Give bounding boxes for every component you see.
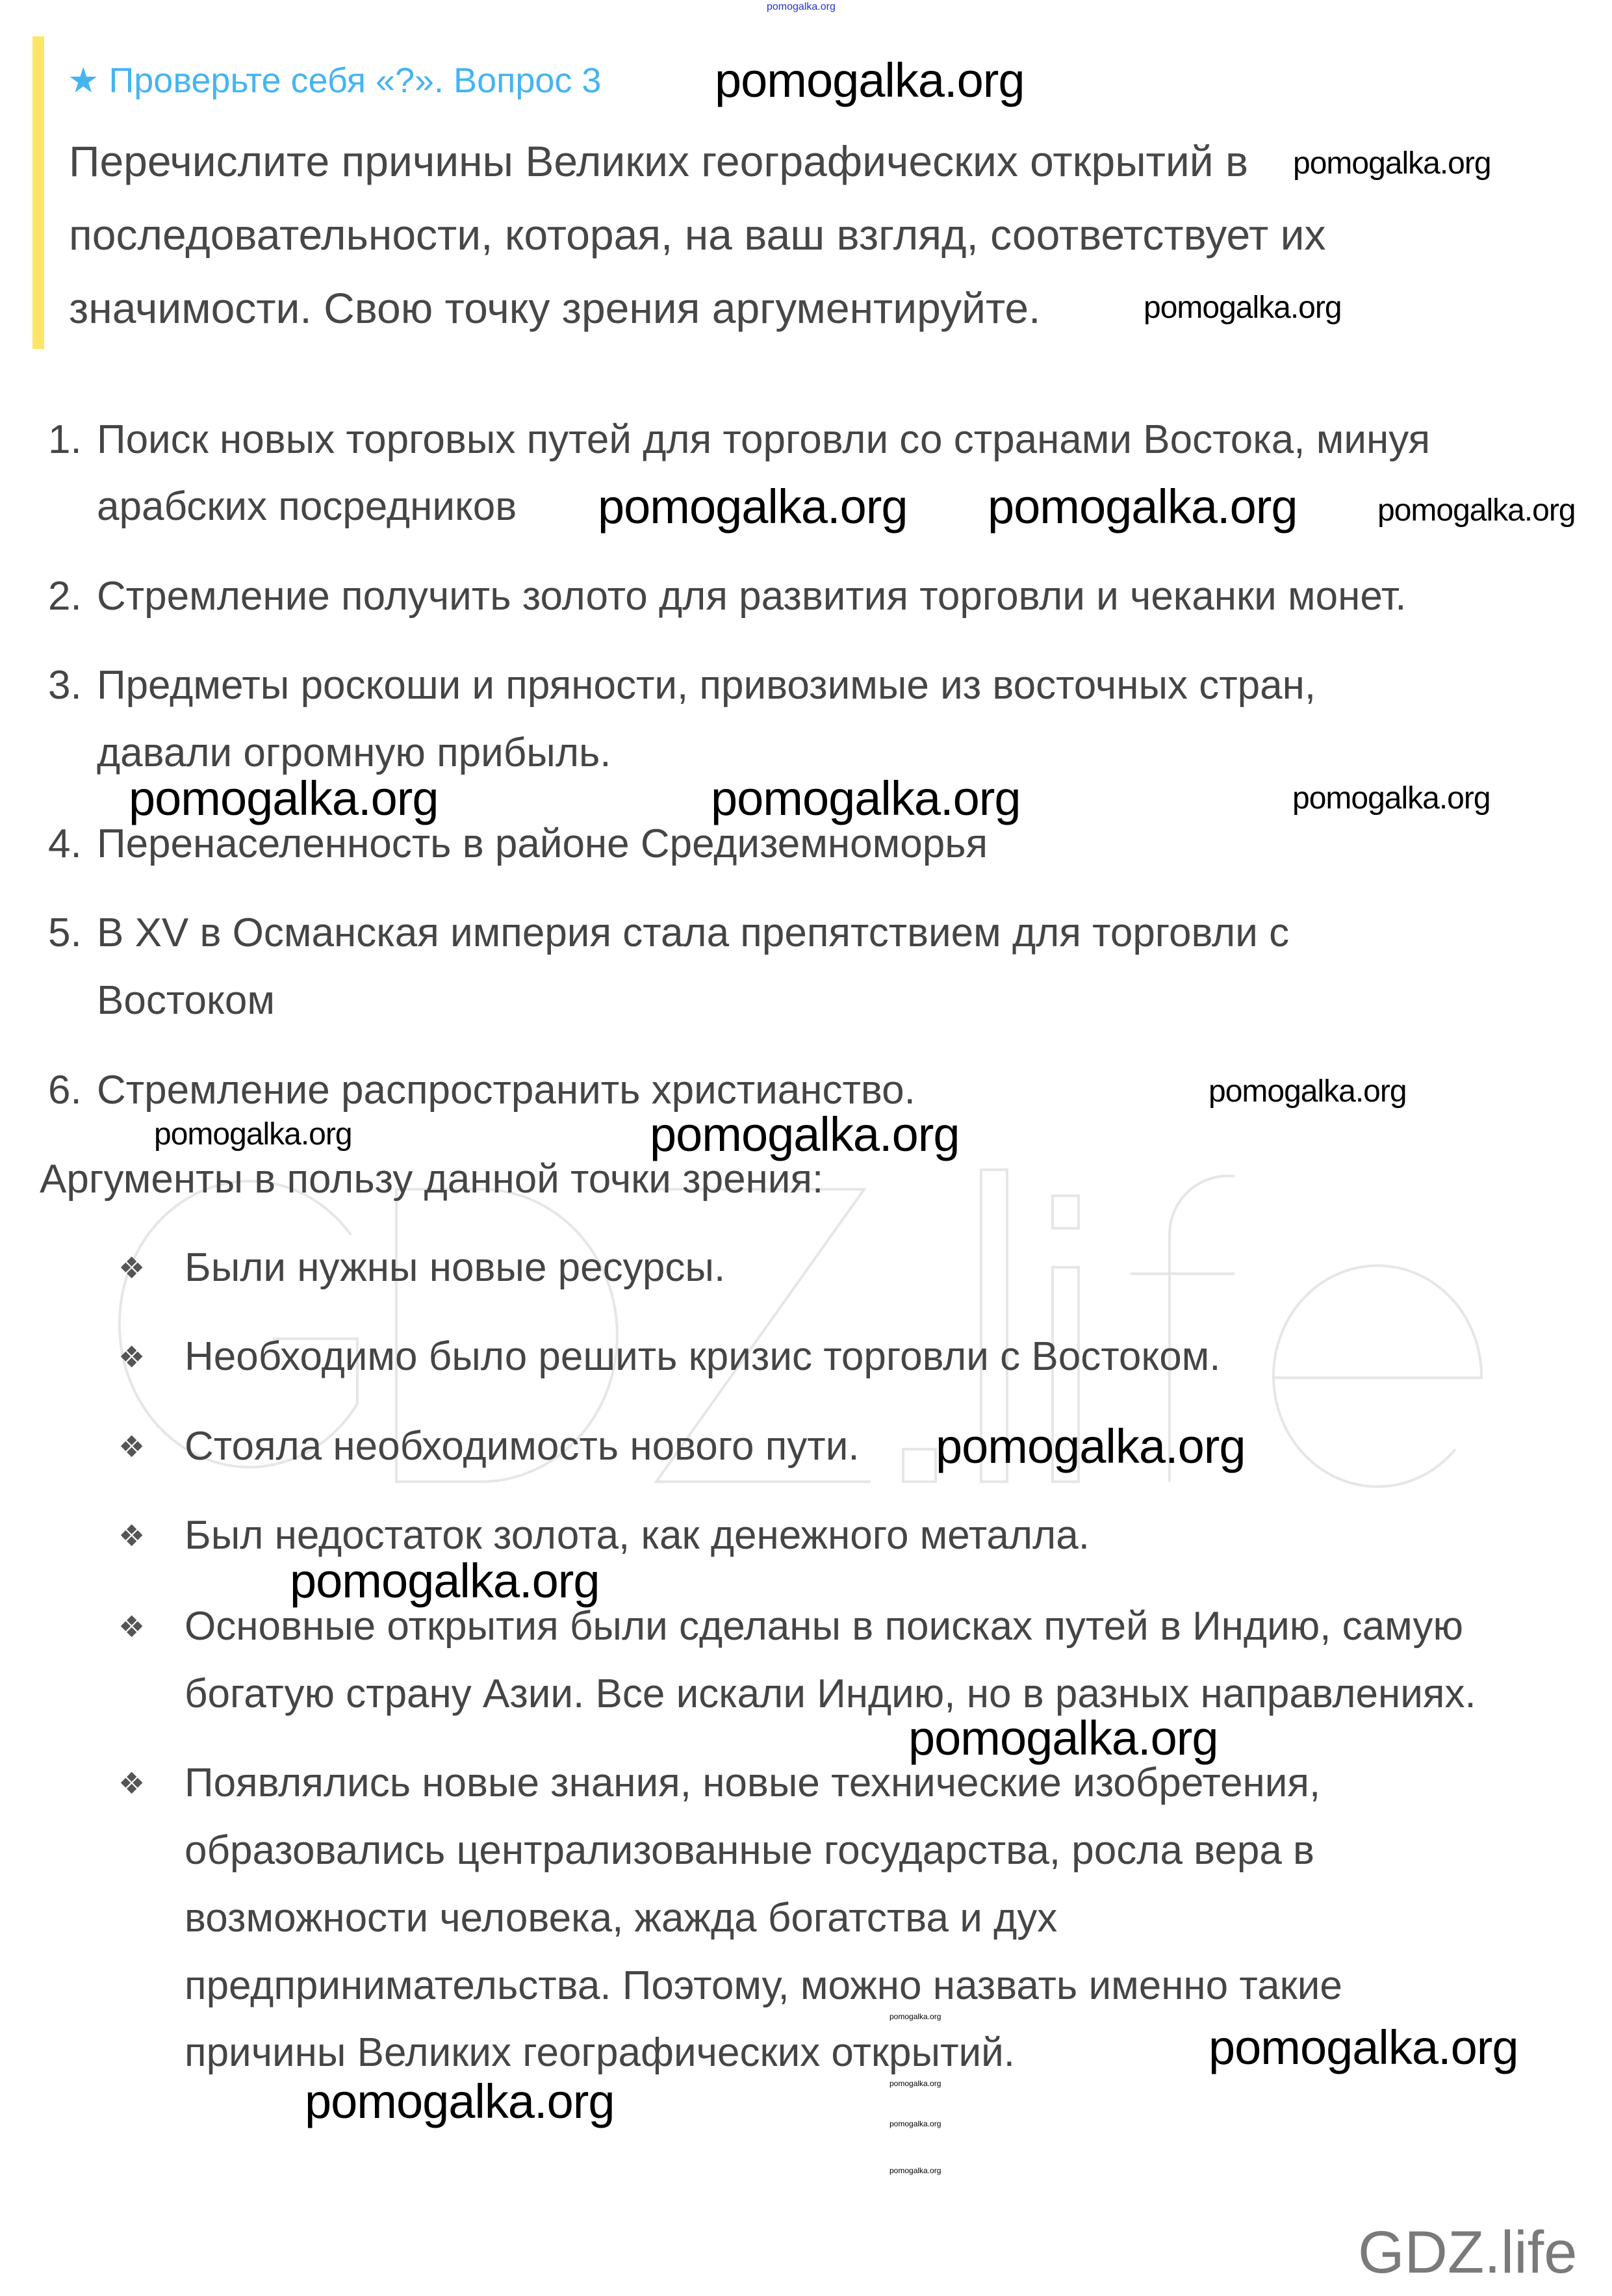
list-number: 1. [48, 417, 82, 462]
watermark: pomogalka.org [715, 53, 1025, 107]
question-line: значимости. Свою точку зрения аргументируйте. [69, 284, 1041, 332]
diamond-bullet-icon: ❖ [118, 1519, 146, 1553]
watermark: pomogalka.org [889, 2119, 941, 2128]
star-icon: ★ [68, 61, 99, 100]
list-item-text: Перенаселенность в районе Средиземноморья [97, 821, 988, 866]
watermark: pomogalka.org [1377, 493, 1576, 528]
argument-text: возможности человека, жажда богатства и дух [185, 1896, 1058, 1941]
list-item-text: Поиск новых торговых путей для торговли со странами Востока, минуя [97, 417, 1431, 462]
argument-text: предпринимательства. Поэтому, можно назвать именно такие [185, 1963, 1342, 2008]
watermark: pomogalka.org [290, 1554, 600, 1608]
gdz-logo: GDZ.life [1358, 2219, 1578, 2286]
watermark: pomogalka.org [598, 480, 908, 534]
list-item-text: Стремление получить золото для развития торговли и чеканки монет. [97, 574, 1407, 619]
watermark: pomogalka.org [711, 771, 1021, 825]
watermark: pomogalka.org [988, 480, 1298, 534]
argument-text: богатую страну Азии. Все искали Индию, но в разных направлениях. [185, 1671, 1476, 1716]
watermark: pomogalka.org [1209, 2020, 1518, 2074]
watermark: pomogalka.org [1292, 781, 1490, 816]
argument-text: Необходимо было решить кризис торговли с Востоком. [185, 1334, 1221, 1379]
watermark: pomogalka.org [1144, 290, 1342, 325]
watermark: pomogalka.org [889, 2012, 941, 2021]
gdz-watermark-dot [903, 1449, 936, 1482]
arguments-label: Аргументы в пользу данной точки зрения: [40, 1157, 824, 1202]
argument-text: Были нужны новые ресурсы. [185, 1245, 726, 1290]
gdz-watermark-letter-i-dot [1053, 1196, 1079, 1228]
diamond-bullet-icon: ❖ [118, 1340, 146, 1374]
list-number: 3. [48, 663, 82, 708]
argument-text: Появлялись новые знания, новые технические изобретения, [185, 1761, 1321, 1805]
diamond-bullet-icon: ❖ [118, 1251, 146, 1285]
watermark: pomogalka.org [1209, 1074, 1407, 1109]
watermark: pomogalka.org [1293, 146, 1491, 181]
question-accent-bar [32, 36, 44, 349]
argument-text: Основные открытия были сделаны в поисках путей в Индию, самую [185, 1604, 1463, 1649]
list-item-text: арабских посредников [97, 484, 517, 529]
argument-text: Был недостаток золота, как денежного металла. [185, 1513, 1090, 1558]
list-item-text: Востоком [97, 978, 275, 1023]
section-title: Проверьте себя «?». Вопрос 3 [109, 61, 602, 100]
diamond-bullet-icon: ❖ [118, 1766, 146, 1800]
list-item-text: В XV в Османская империя стала препятствием для торговли с [97, 910, 1290, 955]
watermark: pomogalka.org [936, 1419, 1246, 1473]
watermark: pomogalka.org [154, 1117, 352, 1152]
question-line: последовательности, которая, на ваш взгляд, соответствует их [69, 211, 1326, 259]
list-number: 6. [48, 1068, 82, 1113]
list-item-text: Предметы роскоши и пряности, привозимые из восточных стран, [97, 663, 1316, 708]
gdz-watermark-letter-e [1273, 1266, 1481, 1487]
watermark-top: pomogalka.org [767, 1, 836, 12]
watermark: pomogalka.org [305, 2074, 615, 2128]
watermark: pomogalka.org [129, 771, 439, 825]
argument-text: Стояла необходимость нового пути. [185, 1424, 860, 1469]
watermark: pomogalka.org [889, 2166, 941, 2175]
section-header [68, 63, 601, 98]
watermark: pomogalka.org [908, 1711, 1218, 1765]
list-item-text: давали огромную прибыль. [97, 730, 611, 775]
watermark: pomogalka.org [889, 2079, 941, 2088]
question-line: Перечислите причины Великих географических открытий в [69, 137, 1249, 185]
argument-text: причины Великих географических открытий. [185, 2030, 1015, 2075]
diamond-bullet-icon: ❖ [118, 1610, 146, 1644]
list-number: 4. [48, 821, 82, 866]
watermark: pomogalka.org [650, 1107, 960, 1161]
list-item-text: Стремление распространить христианство. [97, 1068, 915, 1113]
list-number: 5. [48, 910, 82, 955]
list-number: 2. [48, 574, 82, 619]
argument-text: образовались централизованные государства, росла вера в [185, 1828, 1314, 1873]
diamond-bullet-icon: ❖ [118, 1430, 146, 1464]
